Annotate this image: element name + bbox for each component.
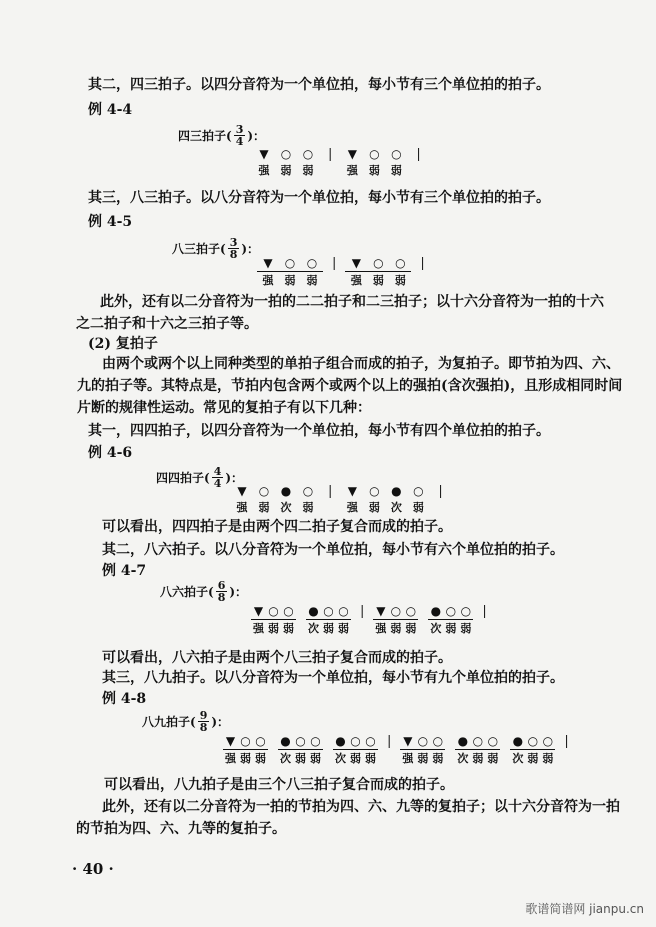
weak-beat-icon: ○ xyxy=(306,256,318,270)
beat-label: 弱 xyxy=(283,622,294,635)
measure xyxy=(395,734,560,768)
weak-beat-icon: ○ xyxy=(390,604,402,618)
weak-beat-icon: ○ xyxy=(284,256,296,270)
beat-group xyxy=(428,604,473,638)
measure xyxy=(252,256,328,290)
paragraph-line: 此外，还有以二分音符为一拍的二二拍子和二三拍子；以十六分音符为一拍的十六 xyxy=(100,294,604,310)
measure xyxy=(336,147,412,180)
paragraph-line: 其三，八三拍子。以八分音符为一个单位拍，每小节有三个单位拍的拍子。 xyxy=(88,190,550,206)
beat-pattern xyxy=(252,256,429,290)
meter-name: 八六拍子( xyxy=(160,585,214,599)
beat-symbols xyxy=(306,604,351,620)
measure xyxy=(340,256,416,290)
weak-beat-icon: ○ xyxy=(487,734,499,748)
paragraph-line: 九的拍子等。其特点是，节拍内包含两个或两个以上的强拍(含次强拍)，且形成相同时间 xyxy=(77,378,623,394)
beat-labels xyxy=(231,499,319,517)
weak-beat-icon: ○ xyxy=(302,147,314,161)
secondary-strong-beat-icon: ● xyxy=(430,604,442,618)
beat-label: 弱 xyxy=(255,752,266,765)
beat-pattern xyxy=(218,734,573,768)
beat-symbols xyxy=(510,734,555,750)
meter-close: )： xyxy=(241,242,260,256)
beat-labels xyxy=(455,750,500,768)
barline: | xyxy=(438,484,443,499)
time-signature-numerator: 4 xyxy=(213,465,222,478)
meter-name: 四三拍子( xyxy=(178,129,232,143)
beat-symbols xyxy=(253,147,319,162)
beat-label: 弱 xyxy=(302,164,314,177)
beat-group xyxy=(345,256,411,290)
weak-beat-icon: ○ xyxy=(268,604,279,618)
beat-label: 弱 xyxy=(368,501,380,514)
beat-label: 次 xyxy=(280,501,292,514)
secondary-strong-beat-icon: ● xyxy=(308,604,319,618)
barline: | xyxy=(332,256,337,271)
beat-symbols xyxy=(400,734,445,750)
strong-beat-icon: ▼ xyxy=(403,734,413,748)
beat-label: 次 xyxy=(512,752,524,765)
beat-group xyxy=(306,604,351,638)
time-signature-fraction xyxy=(234,124,246,147)
beat-label: 弱 xyxy=(258,501,270,514)
paragraph-line: 可以看出，八九拍子是由三个八三拍子复合而成的拍子。 xyxy=(104,777,454,793)
beat-label: 弱 xyxy=(268,622,279,635)
paragraph-line: 之二拍子和十六之三拍子等。 xyxy=(76,316,258,332)
meter-close: )： xyxy=(247,129,266,143)
measure xyxy=(368,604,478,638)
weak-beat-icon: ○ xyxy=(365,734,376,748)
paragraph-line: 其二，四三拍子。以四分音符为一个单位拍，每小节有三个单位拍的拍子。 xyxy=(88,77,550,93)
beat-group xyxy=(257,256,323,290)
weak-beat-icon: ○ xyxy=(542,734,554,748)
beat-label: 弱 xyxy=(394,274,406,287)
weak-beat-icon: ○ xyxy=(369,484,380,498)
secondary-strong-beat-icon: ● xyxy=(457,734,469,748)
beat-group xyxy=(223,734,268,768)
beat-labels xyxy=(223,750,268,768)
strong-beat-icon: ▼ xyxy=(237,484,247,498)
meter-name: 八九拍子( xyxy=(142,715,196,729)
beat-group xyxy=(341,484,429,517)
measure xyxy=(248,147,324,180)
weak-beat-icon: ○ xyxy=(240,734,251,748)
beat-symbols xyxy=(341,147,407,162)
meter-close: )： xyxy=(225,471,244,485)
beat-labels xyxy=(333,750,378,768)
beat-label: 弱 xyxy=(472,752,484,765)
time-signature-denominator: 8 xyxy=(217,591,226,604)
example-label: 例 4-4 xyxy=(88,102,133,118)
beat-label: 弱 xyxy=(390,164,402,177)
beat-label: 次 xyxy=(390,501,402,514)
measure xyxy=(246,604,356,638)
paragraph-line: 此外，还有以二分音符为一拍的节拍为四、六、九等的复拍子；以十六分音符为一拍 xyxy=(102,799,620,815)
weak-beat-icon: ○ xyxy=(302,484,314,498)
weak-beat-icon: ○ xyxy=(323,604,334,618)
weak-beat-icon: ○ xyxy=(373,256,384,270)
beat-label: 弱 xyxy=(487,752,499,765)
weak-beat-icon: ○ xyxy=(350,734,361,748)
time-signature-denominator: 4 xyxy=(213,477,222,490)
beat-label: 弱 xyxy=(432,752,444,765)
beat-label: 弱 xyxy=(338,622,349,635)
beat-labels xyxy=(278,750,323,768)
beat-pattern xyxy=(246,604,491,638)
weak-beat-icon: ○ xyxy=(258,484,270,498)
meter-label xyxy=(178,124,265,147)
beat-symbols xyxy=(231,484,319,499)
beat-symbols xyxy=(333,734,378,750)
watermark: 歌谱简谱网 jianpu.cn xyxy=(525,902,644,916)
beat-group xyxy=(341,147,407,180)
beat-symbols xyxy=(257,256,323,272)
beat-pattern xyxy=(248,147,425,180)
beat-label: 弱 xyxy=(542,752,554,765)
beat-group xyxy=(278,734,323,768)
beat-label: 弱 xyxy=(323,622,334,635)
beat-label: 弱 xyxy=(445,622,457,635)
time-signature-fraction xyxy=(216,580,228,603)
meter-name: 四四拍子( xyxy=(156,471,210,485)
meter-close: )： xyxy=(211,715,230,729)
beat-group xyxy=(253,147,319,180)
beat-label: 弱 xyxy=(310,752,321,765)
paragraph-line: 其二，八六拍子。以八分音符为一个单位拍，每小节有六个单位拍的拍子。 xyxy=(102,542,564,558)
beat-labels xyxy=(341,162,407,180)
time-signature-numerator: 3 xyxy=(235,123,244,136)
strong-beat-icon: ▼ xyxy=(351,256,361,270)
beat-label: 弱 xyxy=(350,752,361,765)
beat-label: 弱 xyxy=(302,501,314,514)
barline: | xyxy=(416,147,421,162)
time-signature-fraction xyxy=(228,237,240,260)
beat-label: 强 xyxy=(402,752,414,765)
weak-beat-icon: ○ xyxy=(295,734,306,748)
measure xyxy=(226,484,324,517)
weak-beat-icon: ○ xyxy=(255,734,266,748)
beat-label: 强 xyxy=(346,164,358,177)
strong-beat-icon: ▼ xyxy=(253,604,264,618)
beat-label: 强 xyxy=(225,752,236,765)
beat-label: 弱 xyxy=(460,622,472,635)
time-signature-numerator: 3 xyxy=(229,236,238,249)
measure xyxy=(218,734,383,768)
beat-group xyxy=(251,604,296,638)
paragraph-line: 的节拍为四、六、九等的复拍子。 xyxy=(76,821,286,837)
beat-labels xyxy=(253,162,319,180)
paragraph-line: 其三，八九拍子。以八分音符为一个单位拍，每小节有九个单位拍的拍子。 xyxy=(102,670,564,686)
example-label: 例 4-7 xyxy=(102,563,147,579)
meter-label xyxy=(172,237,259,260)
example-label: 例 4-6 xyxy=(88,445,133,461)
paragraph-line: 由两个或两个以上同种类型的单拍子组合而成的拍子，为复拍子。即节拍为四、六、 xyxy=(102,356,620,372)
beat-symbols xyxy=(223,734,268,750)
beat-label: 弱 xyxy=(412,501,424,514)
time-signature-fraction xyxy=(212,466,224,489)
beat-symbols xyxy=(341,484,429,499)
paragraph-line: 可以看出，四四拍子是由两个四二拍子复合而成的拍子。 xyxy=(102,519,452,535)
strong-beat-icon: ▼ xyxy=(259,147,269,161)
beat-label: 次 xyxy=(280,752,291,765)
beat-group xyxy=(333,734,378,768)
beat-labels xyxy=(400,750,445,768)
beat-label: 弱 xyxy=(280,164,292,177)
meter-close: )： xyxy=(229,585,248,599)
beat-labels xyxy=(373,620,418,638)
paragraph-line: 其一，四四拍子，以四分音符为一个单位拍，每小节有四个单位拍的拍子。 xyxy=(88,423,550,439)
barline: | xyxy=(328,147,333,162)
example-label: 例 4-8 xyxy=(102,691,147,707)
secondary-strong-beat-icon: ● xyxy=(335,734,346,748)
secondary-strong-beat-icon: ● xyxy=(391,484,402,498)
beat-group xyxy=(400,734,445,768)
strong-beat-icon: ▼ xyxy=(376,604,386,618)
beat-label: 次 xyxy=(430,622,442,635)
beat-labels xyxy=(341,499,429,517)
beat-group xyxy=(373,604,418,638)
beat-labels xyxy=(510,750,555,768)
beat-label: 强 xyxy=(253,622,264,635)
beat-symbols xyxy=(428,604,473,620)
beat-label: 弱 xyxy=(417,752,429,765)
time-signature-denominator: 4 xyxy=(235,135,244,148)
beat-label: 强 xyxy=(375,622,387,635)
beat-symbols xyxy=(455,734,500,750)
beat-label: 弱 xyxy=(405,622,417,635)
weak-beat-icon: ○ xyxy=(527,734,539,748)
beat-label: 弱 xyxy=(284,274,296,287)
beat-label: 弱 xyxy=(390,622,402,635)
meter-label xyxy=(160,580,247,603)
weak-beat-icon: ○ xyxy=(310,734,321,748)
secondary-strong-beat-icon: ● xyxy=(280,734,291,748)
beat-label: 强 xyxy=(346,501,358,514)
weak-beat-icon: ○ xyxy=(417,734,429,748)
beat-label: 弱 xyxy=(527,752,539,765)
barline: | xyxy=(360,604,365,619)
beat-label: 强 xyxy=(236,501,248,514)
beat-symbols xyxy=(278,734,323,750)
barline: | xyxy=(482,604,487,619)
weak-beat-icon: ○ xyxy=(472,734,484,748)
beat-label: 弱 xyxy=(240,752,251,765)
strong-beat-icon: ▼ xyxy=(347,147,357,161)
time-signature-numerator: 9 xyxy=(199,709,208,722)
strong-beat-icon: ▼ xyxy=(263,256,273,270)
beat-labels xyxy=(428,620,473,638)
beat-group xyxy=(231,484,319,517)
beat-label: 强 xyxy=(350,274,362,287)
time-signature-denominator: 8 xyxy=(199,721,208,734)
barline: | xyxy=(564,734,569,749)
weak-beat-icon: ○ xyxy=(395,256,406,270)
beat-label: 弱 xyxy=(306,274,318,287)
weak-beat-icon: ○ xyxy=(405,604,417,618)
time-signature-fraction xyxy=(198,710,210,733)
beat-label: 强 xyxy=(262,274,274,287)
beat-labels xyxy=(345,272,411,290)
weak-beat-icon: ○ xyxy=(432,734,444,748)
strong-beat-icon: ▼ xyxy=(225,734,236,748)
beat-label: 次 xyxy=(457,752,469,765)
weak-beat-icon: ○ xyxy=(369,147,380,161)
beat-label: 强 xyxy=(258,164,270,177)
barline: | xyxy=(420,256,425,271)
strong-beat-icon: ▼ xyxy=(347,484,357,498)
beat-symbols xyxy=(251,604,296,620)
beat-labels xyxy=(257,272,323,290)
paragraph-line: 片断的规律性运动。常见的复拍子有以下几种： xyxy=(77,400,371,416)
beat-labels xyxy=(306,620,351,638)
time-signature-numerator: 6 xyxy=(217,579,226,592)
weak-beat-icon: ○ xyxy=(460,604,472,618)
beat-symbols xyxy=(373,604,418,620)
beat-label: 次 xyxy=(335,752,346,765)
beat-label: 次 xyxy=(308,622,319,635)
beat-labels xyxy=(251,620,296,638)
page-number: · 40 · xyxy=(72,860,114,878)
beat-label: 弱 xyxy=(368,164,380,177)
beat-symbols xyxy=(345,256,411,272)
beat-group xyxy=(510,734,555,768)
weak-beat-icon: ○ xyxy=(445,604,457,618)
section-heading: (2) 复拍子 xyxy=(88,336,158,352)
weak-beat-icon: ○ xyxy=(280,147,292,161)
secondary-strong-beat-icon: ● xyxy=(512,734,524,748)
secondary-strong-beat-icon: ● xyxy=(280,484,292,498)
beat-label: 弱 xyxy=(295,752,306,765)
beat-label: 弱 xyxy=(365,752,376,765)
barline: | xyxy=(387,734,392,749)
beat-pattern xyxy=(226,484,447,517)
measure xyxy=(336,484,434,517)
weak-beat-icon: ○ xyxy=(413,484,424,498)
weak-beat-icon: ○ xyxy=(283,604,294,618)
beat-group xyxy=(455,734,500,768)
weak-beat-icon: ○ xyxy=(391,147,402,161)
beat-label: 弱 xyxy=(372,274,384,287)
meter-name: 八三拍子( xyxy=(172,242,226,256)
meter-label xyxy=(142,710,229,733)
barline: | xyxy=(328,484,333,499)
time-signature-denominator: 8 xyxy=(229,248,238,261)
weak-beat-icon: ○ xyxy=(338,604,349,618)
paragraph-line: 可以看出，八六拍子是由两个八三拍子复合而成的拍子。 xyxy=(102,650,452,666)
example-label: 例 4-5 xyxy=(88,214,133,230)
